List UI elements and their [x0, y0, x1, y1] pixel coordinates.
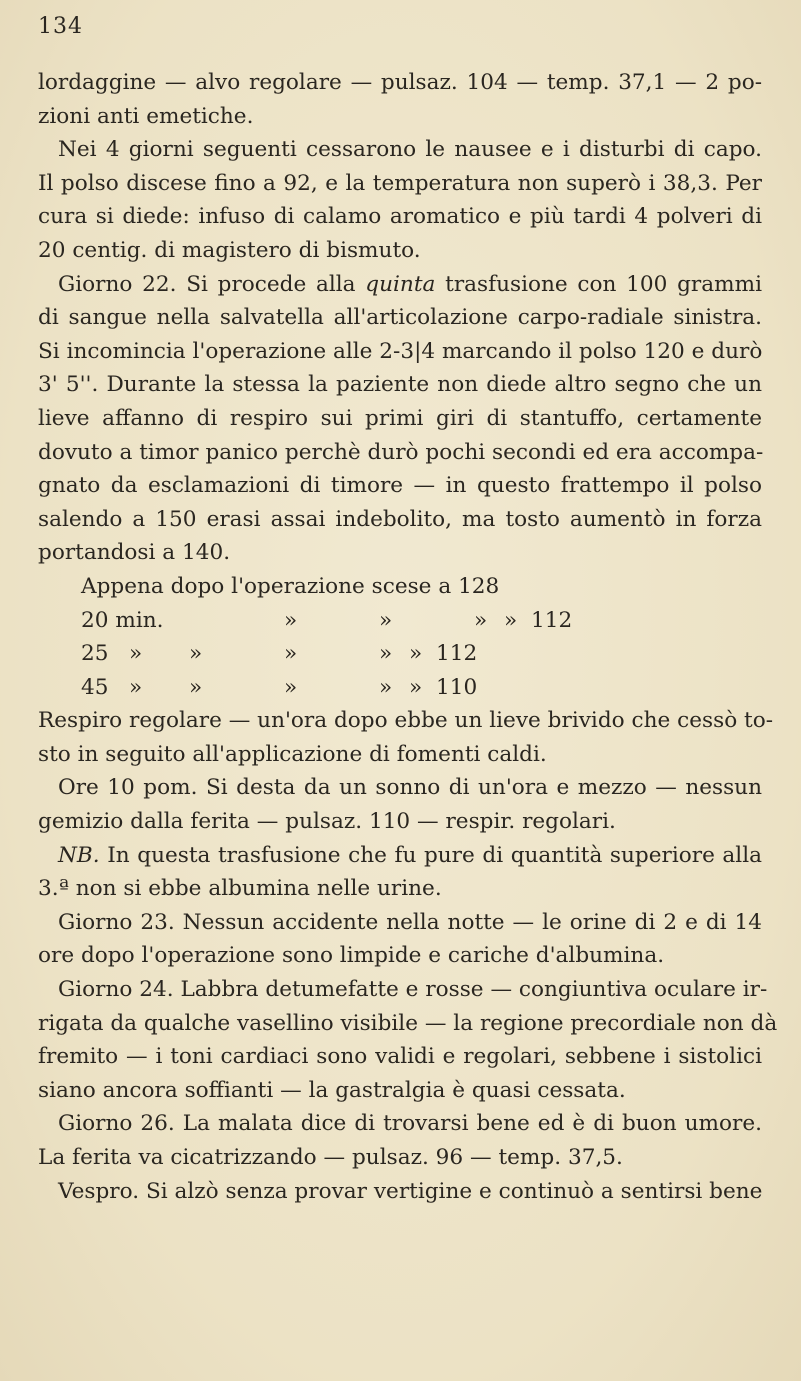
text-line: [38, 839, 762, 873]
emphasis-quinta: quinta: [365, 271, 436, 297]
ditto-mark: »: [129, 674, 143, 700]
ditto-mark: »: [284, 674, 298, 700]
pulse-time: 25: [81, 641, 109, 667]
text-line: ore dopo l'operazione sono limpide e cariche d'albumina.: [38, 943, 665, 969]
ditto-mark: »: [474, 607, 488, 633]
ditto-mark: »: [409, 641, 423, 667]
pulse-value: 112: [531, 607, 573, 633]
text-line: Ore 10 pom. Si desta da un sonno di un'ora e mezzo — nessun: [58, 775, 762, 801]
text-line: Vespro. Si alzò senza provar vertigine e continuò a sentirsi bene: [58, 1178, 763, 1204]
ditto-mark: »: [129, 641, 143, 667]
ditto-mark: »: [379, 674, 393, 700]
ditto-mark: »: [379, 641, 393, 667]
text-line: lordaggine — alvo regolare — pulsaz. 104 — temp. 37,1 — 2 po-: [38, 70, 762, 95]
text-line: gnato da esclamazioni di timore — in questo frattempo il polso: [38, 473, 762, 499]
text-line: sto in seguito all'applicazione di fomenti caldi.: [38, 741, 547, 767]
nb-label: NB.: [58, 842, 100, 868]
pulse-time: 20 min.: [81, 607, 164, 633]
pulse-value: 110: [436, 674, 478, 700]
text-line: Giorno 26. La malata dice di trovarsi bene ed è di buon umore.: [58, 1111, 762, 1137]
text-fragment: trasfusione con 100 grammi: [435, 271, 762, 297]
text-line: 20 centig. di magistero di bismuto.: [38, 237, 421, 263]
ditto-mark: »: [409, 674, 423, 700]
text-line: [38, 268, 762, 302]
pulse-first-text: Appena dopo l'operazione scese a 128: [81, 573, 500, 599]
text-line: Giorno 24. Labbra detumefatte e rosse — congiuntiva oculare ir-: [58, 977, 768, 1003]
text-fragment: In questa trasfusione che fu pure di quantità superiore alla: [99, 842, 762, 868]
text-line: Respiro regolare — un'ora dopo ebbe un lieve brivido che cessò to-: [38, 708, 774, 734]
text-line: cura si diede: infuso di calamo aromatico e più tardi 4 polveri di: [38, 204, 762, 230]
ditto-mark: »: [379, 607, 393, 633]
pulse-value: 112: [436, 641, 478, 667]
text-line: gemizio dalla ferita — pulsaz. 110 — respir. regolari.: [38, 809, 616, 835]
pulse-row: [38, 671, 762, 705]
text-line: 3' 5''. Durante la stessa la paziente non diede altro segno che un: [38, 372, 762, 398]
text-line: Si incomincia l'operazione alle 2-3|4 marcando il polso 120 e durò: [38, 338, 763, 364]
text-line: zioni anti emetiche.: [38, 103, 254, 129]
text-fragment: Giorno 22. Si procede alla: [58, 271, 366, 297]
text-line: dovuto a timor panico perchè durò pochi secondi ed era accompa-: [38, 439, 764, 465]
text-line: La ferita va cicatrizzando — pulsaz. 96 — temp. 37,5.: [38, 1145, 623, 1170]
ditto-mark: »: [189, 641, 203, 667]
text-line: Il polso discese fino a 92, e la temperatura non superò i 38,3. Per: [38, 170, 762, 196]
pulse-time: 45: [81, 674, 109, 700]
text-line: Giorno 23. Nessun accidente nella notte — le orine di 2 e di 14: [58, 909, 762, 935]
text-line: salendo a 150 erasi assai indebolito, ma tosto aumentò in forza: [38, 506, 762, 532]
body-text: [38, 66, 778, 1208]
text-line: fremito — i toni cardiaci sono validi e regolari, sebbene i sistolici: [38, 1044, 762, 1070]
ditto-mark: »: [284, 607, 298, 633]
text-line: rigata da qualche vasellino visibile — la regione precordiale non dà: [38, 1010, 778, 1036]
text-line: lieve affanno di respiro sui primi giri di stantuffo, certamente: [38, 405, 762, 431]
text-line: siano ancora soffianti — la gastralgia è quasi cessata.: [38, 1077, 626, 1103]
text-line: portandosi a 140.: [38, 540, 231, 566]
text-line: di sangue nella salvatella all'articolazione carpo-radiale sinistra.: [38, 305, 762, 331]
pulse-row: [38, 637, 762, 671]
page-number: 134: [38, 14, 83, 39]
text-line: 3.ª non si ebbe albumina nelle urine.: [38, 876, 442, 902]
ditto-mark: »: [504, 607, 518, 633]
text-line: Nei 4 giorni seguenti cessarono le nausee e i disturbi di capo.: [58, 137, 762, 163]
ditto-mark: »: [189, 674, 203, 700]
pulse-row: [38, 604, 762, 638]
ditto-mark: »: [284, 641, 298, 667]
pulse-row-first: [38, 570, 762, 604]
